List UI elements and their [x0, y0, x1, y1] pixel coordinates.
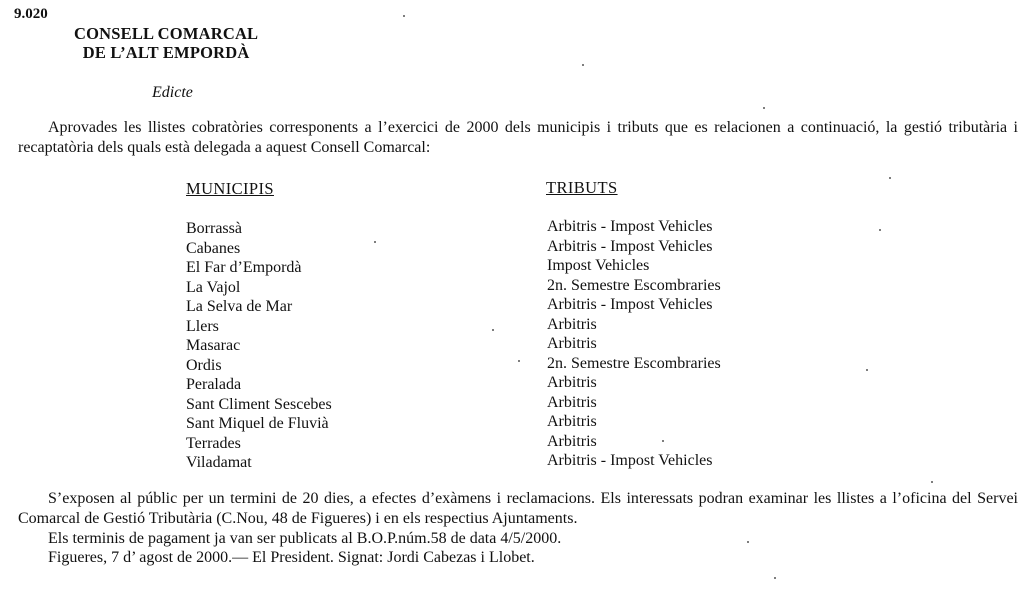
tribut-cell: Arbitris - Impost Vehicles [547, 237, 713, 255]
municipi-cell: La Selva de Mar [186, 298, 293, 315]
org-name-line-1: CONSELL COMARCAL [74, 24, 259, 43]
municipis-column [186, 219, 332, 473]
payment-terms-line: Els terminis de pagament ja van ser publicats al B.O.P.núm.58 de data 4/5/2000. [48, 530, 562, 547]
municipi-cell: Cabanes [186, 239, 241, 257]
org-name-line-2: DE L’ALT EMPORDÀ [82, 43, 250, 62]
municipi-cell: El Far d’Empordà [186, 259, 302, 276]
scan-speck [879, 229, 881, 231]
announcement-number: 9.020 [14, 6, 48, 22]
scan-speck [763, 107, 765, 109]
municipi-cell: Borrassà [186, 220, 242, 237]
scan-speck [662, 440, 664, 442]
municipi-cell: Peralada [186, 376, 242, 393]
tribut-cell: Arbitris [547, 432, 597, 450]
tribut-cell: Arbitris [547, 413, 597, 430]
tributs-column-header: TRIBUTS [546, 178, 618, 197]
intro-paragraph [18, 118, 1018, 158]
tribut-cell: Arbitris - Impost Vehicles [547, 218, 713, 235]
tribut-cell: Arbitris - Impost Vehicles [547, 452, 713, 469]
exposure-text: S’exposen al públic per un termini de 20 dies, a efectes d’exàmens i reclamacions. Els interessats podran examinar les llistes a l’oficina del Servei Comarcal de Gestió Tributària (C.Nou, 48 de Figueres) i en els respectius Ajuntaments. [18, 490, 1018, 527]
exposure-paragraph [18, 489, 1018, 529]
scan-speck [492, 329, 494, 331]
municipi-cell: Masarac [186, 337, 241, 354]
tribut-cell: 2n. Semestre Escombraries [547, 276, 721, 294]
issuing-organization [74, 24, 258, 62]
scan-speck [518, 360, 520, 362]
municipi-cell: Sant Climent Sescebes [186, 395, 332, 413]
municipi-cell: Terrades [186, 434, 241, 452]
scan-speck [747, 541, 749, 543]
tributs-column [547, 217, 721, 471]
scan-speck [374, 241, 376, 243]
tribut-cell: Arbitris [547, 393, 597, 411]
scan-speck [866, 369, 868, 371]
tribut-cell: 2n. Semestre Escombraries [547, 354, 721, 372]
scan-speck [582, 64, 584, 66]
municipi-cell: Ordis [186, 356, 222, 374]
tribut-cell: Arbitris [547, 335, 597, 352]
tribut-cell: Arbitris [547, 374, 597, 391]
scan-speck [403, 15, 405, 17]
scan-speck [931, 481, 933, 483]
document-type: Edicte [152, 84, 193, 101]
tribut-cell: Impost Vehicles [547, 257, 650, 274]
municipi-cell: Sant Miquel de Fluvià [186, 415, 329, 432]
signature-line: Figueres, 7 d’ agost de 2000.— El President. Signat: Jordi Cabezas i Llobet. [48, 549, 535, 566]
tribut-cell: Arbitris - Impost Vehicles [547, 296, 713, 313]
municipis-column-header: MUNICIPIS [186, 179, 274, 198]
municipi-cell: Viladamat [186, 454, 252, 471]
scan-speck [889, 177, 891, 179]
tribut-cell: Arbitris [547, 315, 597, 333]
municipi-cell: Llers [186, 317, 219, 335]
municipi-cell: La Vajol [186, 278, 241, 296]
scan-speck [774, 577, 776, 579]
intro-text: Aprovades les llistes cobratòries corresponents a l’exercici de 2000 dels municipis i tributs que es relacionen a continuació, la gestió tributària i recaptatòria dels quals està delegada a aquest Consell Comarcal: [18, 119, 1018, 156]
